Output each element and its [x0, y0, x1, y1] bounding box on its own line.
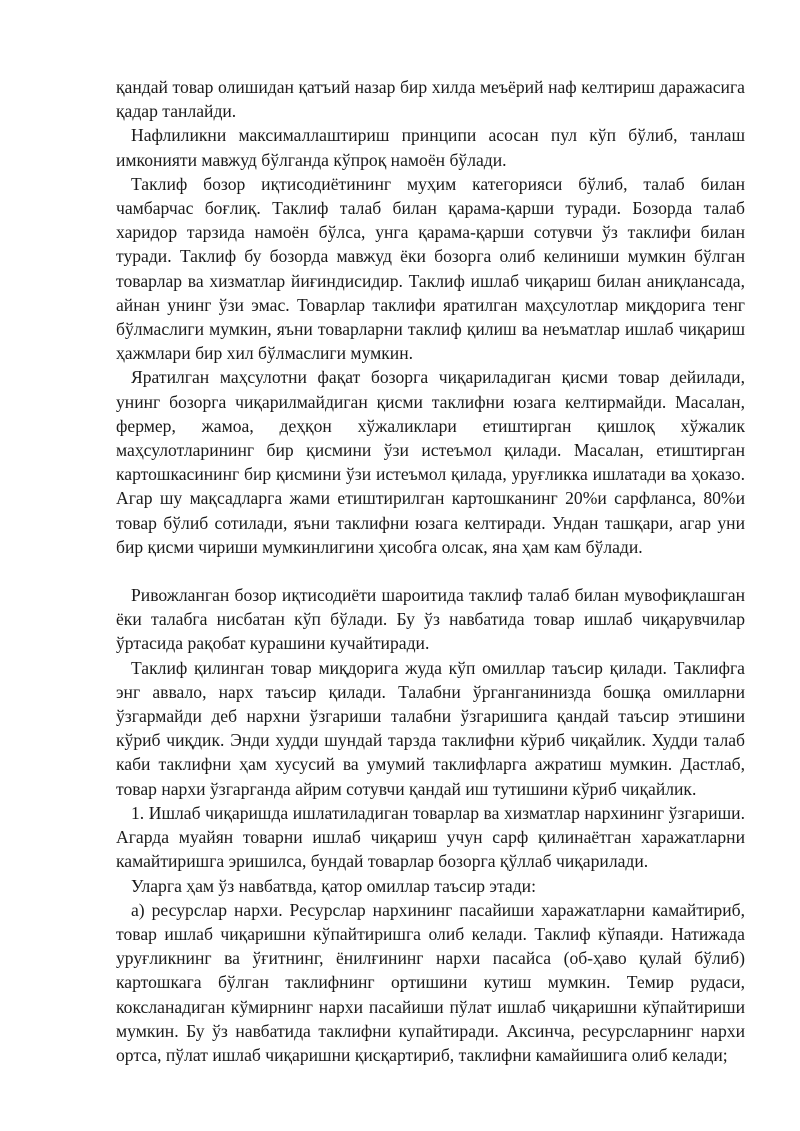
paragraph-continuation: қандай товар олишидан қатъий назар бир хилда меъёрий наф келтириш даражасига қадар танлайди.	[116, 77, 745, 122]
paragraph-developed-market: Ривожланган бозор иқтисодиёти шароитида таклиф талаб билан мувофиқлашган ёки талабга нисбатан кўп бўлади. Бу ўз навбатида товар ишлаб чиқарувчилар ўртасида рақобат курашини кучайтиради.	[116, 585, 745, 654]
paragraph-supply-factors: Таклиф қилинган товар миқдорига жуда кўп омиллар таъсир қилади. Таклифга энг аввало, нарх таъсир қилади. Талабни ўрганганинизда бошқа омилларни ўзгармайди деб нархни ўзгариши талабни ўзгаришига қандай таъсир этишини кўриб чиқдик. Энди худди шундай тарзда таклифни кўриб чиқайлик. Худди талаб каби таклифни ҳам хусусий ва умумий таклифларга ажратиш мумкин. Дастлаб, товар нархи ўзгарганда айрим сотувчи қандай иш тутишини кўриб чиқайлик.	[116, 657, 745, 799]
paragraph-resource-prices: а) ресурслар нархи. Ресурслар нархининг пасайиши харажатларни камайтириб, товар ишлаб чиқаришни кўпайтиришга олиб келади. Таклиф кўпаяди. Натижада уруғликнинг ва ўғитнинг, ёнилғининг нархи пасайса (об-ҳаво қулай бўлиб) картошкага бўлган таклифнинг ортишини кутиш мумкин. Темир рудаси, коксланадиган кўмирнинг нархи пасайиши пўлат ишлаб чиқаришни кўпайтириши мумкин. Бу ўз навбатида таклифни купайтиради. Аксинча, ресурсларнинг нархи ортса, пўлат ишлаб чиқаришни қисқартириб, таклифни камайишига олиб келади;	[116, 899, 745, 1065]
section-gap	[116, 559, 745, 583]
paragraph-product-market-share: Яратилган маҳсулотни фақат бозорга чиқариладиган қисми товар дейилади, унинг бозорга чиқарилмайдиган қисми таклифни юзага келтирмайди. Масалан, фермер, жамоа, деҳқон хўжаликлари етиштирган қишлоқ хўжалик маҳсулотларининг бир қисмини ўзи истеъмол қилади. Масалан, етиштирган картошкасининг бир қисмини ўзи истеъмол қилада, уруғликка ишлатади ва ҳоказо. Агар шу мақсадларга жами етиштирилган картошканинг 20%и сарфланса, 80%и товар бўлиб сотилади, яъни таклифни юзага келтиради. Ундан ташқари, агар уни бир қисми чириши мумкинлигини ҳисобга олсак, яна ҳам кам бўлади.	[116, 367, 745, 557]
paragraph-utility-maximization: Нафлиликни максималлаштириш принципи асосан пул кўп бўлиб, танлаш имконияти мавжуд бўлганда кўпроқ намоён бўлади.	[116, 125, 745, 170]
paragraph-supply-definition: Таклиф бозор иқтисодиётининг муҳим категорияси бўлиб, талаб билан чамбарчас боғлиқ. Таклиф талаб билан қарама-қарши туради. Бозорда талаб харидор тарзида намоён бўлса, унга қарама-қарши сотувчи ўз таклифи билан туради. Таклиф бу бозорда мавжуд ёки бозорга олиб келиниши мумкин бўлган товарлар ва хизматлар йиғиндисидир. Таклиф ишлаб чиқариш билан аниқлансада, айнан унинг ўзи эмас. Товарлар таклифи яратилган маҳсулотлар миқдорига тенг бўлмаслиги мумкин, яъни товарларни таклиф қилиш ва неъматлар ишлаб чиқариш ҳажмлари бир хил бўлмаслиги мумкин.	[116, 173, 745, 364]
paragraph-factors-intro: Уларга ҳам ўз навбатвда, қатор омиллар таъсир этади:	[131, 875, 536, 896]
paragraph-factor-1: 1. Ишлаб чиқаришда ишлатиладиган товарлар ва хизматлар нархининг ўзгариши. Агарда муайян товарни ишлаб чиқариш учун сарф қилинаётган харажатларни камайтиришга эришилса, бундай товарлар бозорга қўллаб чиқарилади.	[116, 802, 745, 872]
document-page	[116, 75, 745, 1067]
